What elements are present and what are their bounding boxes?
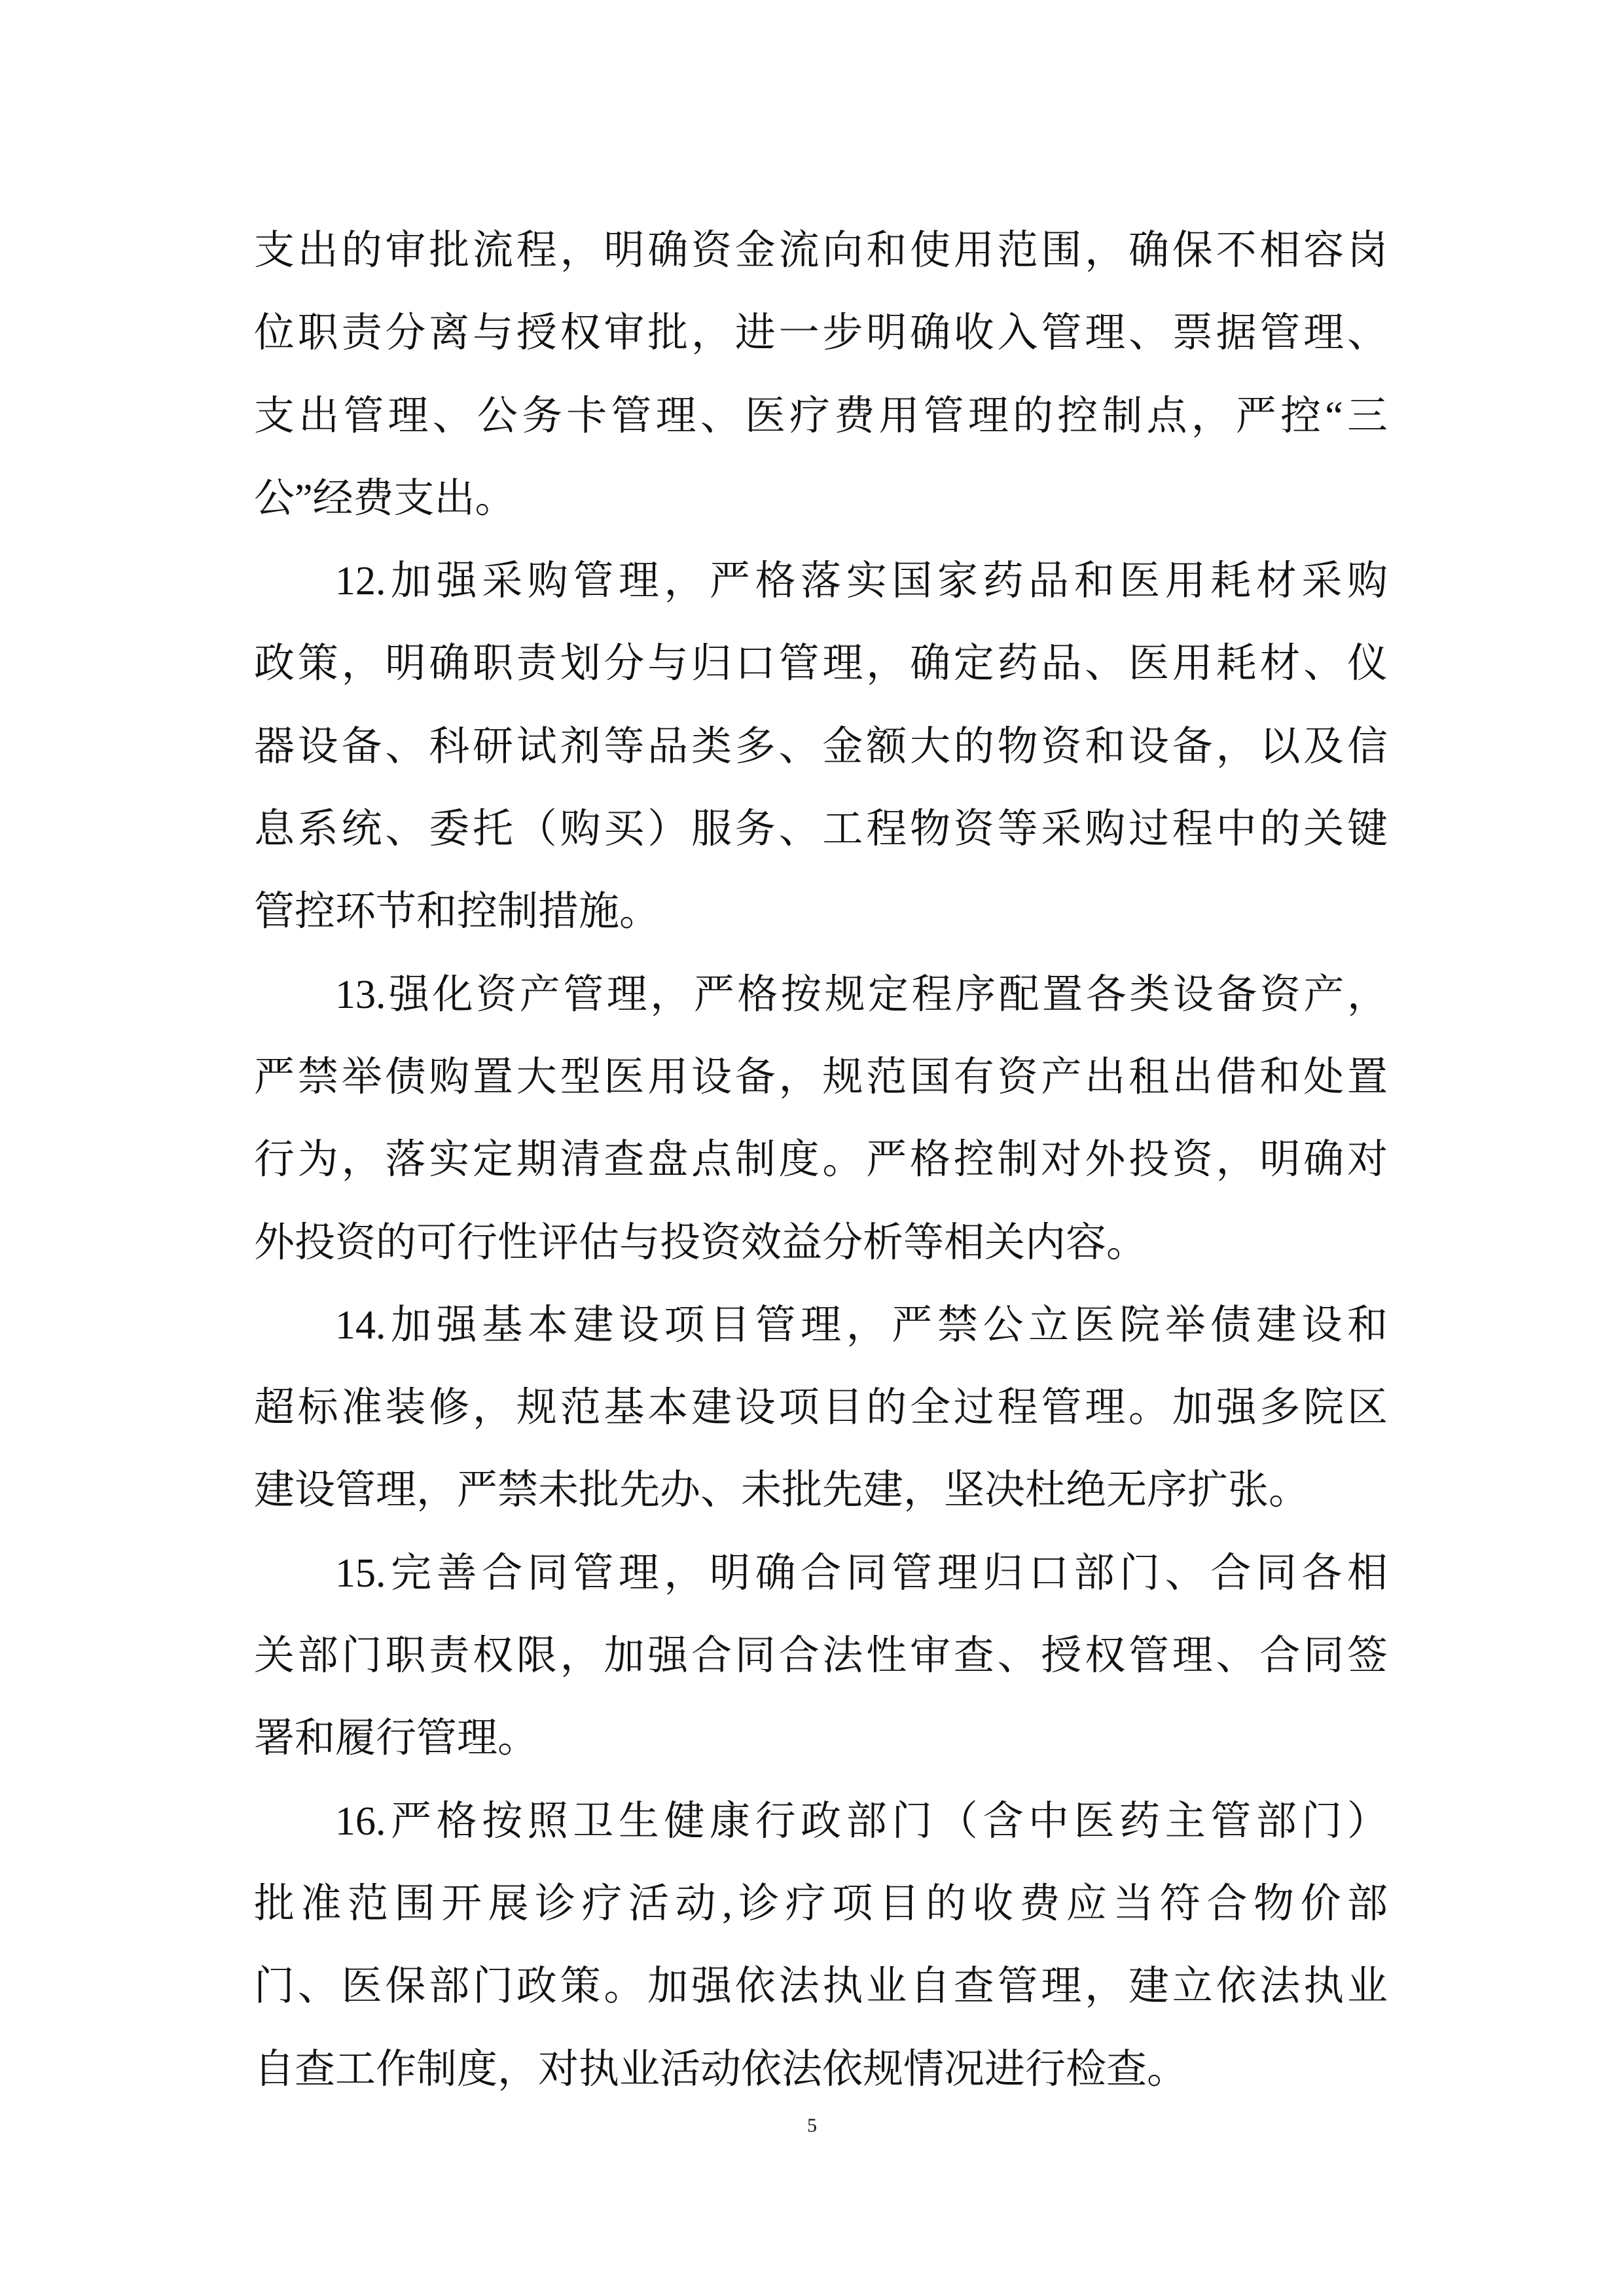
- text-line: 批准范围开展诊疗活动,诊疗项目的收费应当符合物价部: [254, 1881, 1388, 1926]
- text-line: 门、医保部门政策。加强依法执业自查管理，建立依法执业: [254, 1964, 1388, 2009]
- text-line: 13.强化资产管理，严格按规定程序配置各类设备资产，: [335, 972, 1388, 1017]
- page-number: 5: [807, 2115, 817, 2136]
- paragraph: [254, 954, 1388, 1284]
- text-line: 署和履行管理。: [254, 1716, 539, 1761]
- text-line: 位职责分离与授权审批，进一步明确收入管理、票据管理、: [254, 311, 1388, 356]
- text-line: 支出管理、公务卡管理、医疗费用管理的控制点，严控“三: [254, 393, 1388, 439]
- text-line: 政策，明确职责划分与归口管理，确定药品、医用耗材、仪: [254, 641, 1388, 687]
- text-line: 器设备、科研试剂等品类多、金额大的物资和设备，以及信: [254, 724, 1388, 769]
- text-line: 建设管理，严禁未批先办、未批先建，坚决杜绝无序扩张。: [254, 1468, 1310, 1513]
- text-line: 管控环节和控制措施。: [254, 889, 660, 935]
- text-line: 超标准装修，规范基本建设项目的全过程管理。加强多院区: [254, 1386, 1388, 1431]
- text-line: 公”经费支出。: [254, 476, 516, 521]
- text-line: 支出的审批流程，明确资金流向和使用范围，确保不相容岗: [254, 228, 1388, 273]
- paragraph: [254, 540, 1388, 953]
- text-line: 自查工作制度，对执业活动依法依规情况进行检查。: [254, 2047, 1188, 2092]
- paragraph: [254, 1780, 1388, 2111]
- text-line: 行为，落实定期清查盘点制度。严格控制对外投资，明确对: [254, 1138, 1388, 1183]
- paragraph: [254, 1532, 1388, 1780]
- paragraph: [254, 209, 1388, 540]
- text-line: 12.加强采购管理，严格落实国家药品和医用耗材采购: [335, 559, 1388, 604]
- paragraph: [254, 1284, 1388, 1532]
- text-line: 14.加强基本建设项目管理，严禁公立医院举债建设和: [335, 1302, 1388, 1348]
- text-line: 严禁举债购置大型医用设备，规范国有资产出租出借和处置: [254, 1054, 1388, 1100]
- text-line: 关部门职责权限，加强合同合法性审查、授权管理、合同签: [254, 1634, 1388, 1679]
- text-line: 16.严格按照卫生健康行政部门（含中医药主管部门）: [335, 1799, 1388, 1844]
- text-line: 15.完善合同管理，明确合同管理归口部门、合同各相: [335, 1551, 1388, 1596]
- text-line: 息系统、委托（购买）服务、工程物资等采购过程中的关键: [254, 807, 1388, 852]
- document-body: [254, 209, 1388, 2111]
- text-line: 外投资的可行性评估与投资效益分析等相关内容。: [254, 1220, 1147, 1265]
